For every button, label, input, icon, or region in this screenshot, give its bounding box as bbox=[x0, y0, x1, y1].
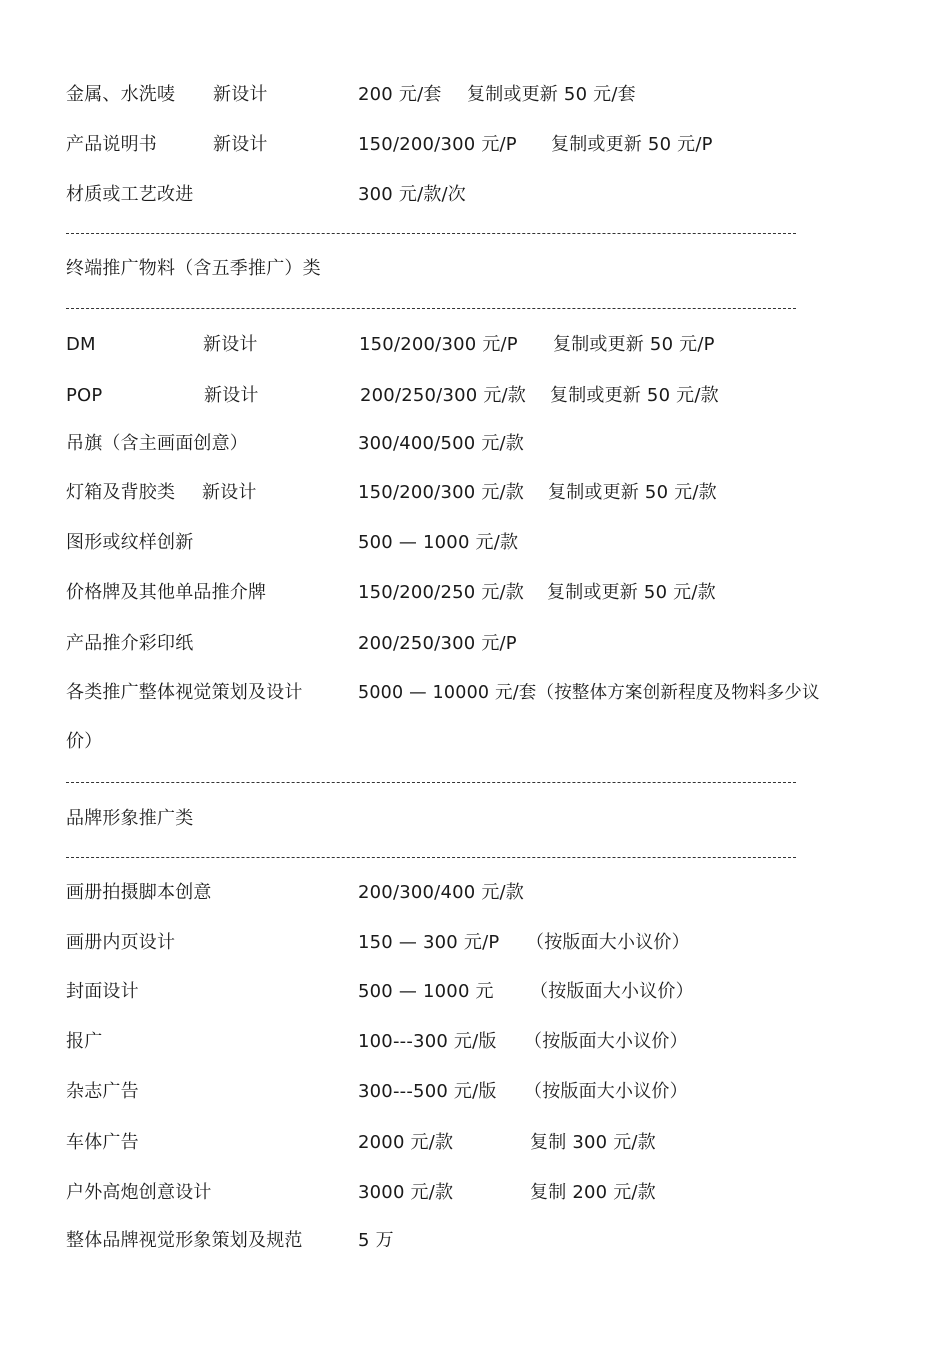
item-name: 产品说明书 bbox=[66, 134, 157, 155]
item-type: 新设计 bbox=[203, 334, 258, 355]
item-name: 画册内页设计 bbox=[66, 932, 176, 953]
item-name: 价格牌及其他单品推介牌 bbox=[66, 582, 267, 603]
item-price: 200/300/400 元/款 bbox=[358, 882, 524, 903]
item-extra: 复制或更新 50 元/款 bbox=[548, 482, 717, 503]
item-extra: 复制 200 元/款 bbox=[530, 1182, 656, 1203]
item-price: 2000 元/款 bbox=[358, 1132, 454, 1153]
item-name: DM bbox=[66, 334, 96, 355]
item-name: 图形或纹样创新 bbox=[66, 532, 194, 553]
item-price: 5000 — 10000 元/套（按整体方案创新程度及物料多少议 bbox=[358, 683, 820, 703]
item-price: 300---500 元/版 bbox=[358, 1081, 497, 1102]
item-price: 200/250/300 元/P bbox=[358, 633, 517, 654]
item-name: 灯箱及背胶类 bbox=[66, 482, 176, 503]
item-name: 材质或工艺改进 bbox=[66, 184, 194, 205]
item-price: 150/200/250 元/款 bbox=[358, 582, 524, 603]
divider bbox=[66, 782, 796, 783]
item-price: 200/250/300 元/款 bbox=[360, 385, 526, 406]
item-note: （按版面大小议价） bbox=[524, 1081, 688, 1102]
item-price: 150/200/300 元/款 bbox=[358, 482, 524, 503]
section-heading: 终端推广物料（含五季推广）类 bbox=[66, 258, 321, 279]
item-price: 500 — 1000 元/款 bbox=[358, 532, 519, 553]
item-name: 产品推介彩印纸 bbox=[66, 633, 194, 654]
item-price: 3000 元/款 bbox=[358, 1182, 454, 1203]
item-extra: 复制 300 元/款 bbox=[530, 1132, 656, 1153]
item-name: 杂志广告 bbox=[66, 1081, 139, 1102]
item-name: 车体广告 bbox=[66, 1132, 139, 1153]
item-type: 新设计 bbox=[213, 84, 268, 105]
item-price: 300 元/款/次 bbox=[358, 184, 467, 205]
item-extra: 复制或更新 50 元/P bbox=[551, 134, 713, 155]
item-name: 金属、水洗唛 bbox=[66, 84, 176, 105]
item-price: 5 万 bbox=[358, 1230, 394, 1251]
item-extra: 复制或更新 50 元/款 bbox=[550, 385, 719, 406]
divider bbox=[66, 857, 796, 858]
item-note: （按版面大小议价） bbox=[526, 932, 690, 953]
item-note: （按版面大小议价） bbox=[524, 1031, 688, 1052]
item-price: 300/400/500 元/款 bbox=[358, 433, 524, 454]
item-name: POP bbox=[66, 385, 103, 406]
item-extra: 复制或更新 50 元/套 bbox=[467, 84, 636, 105]
item-price: 100---300 元/版 bbox=[358, 1031, 497, 1052]
item-price: 150/200/300 元/P bbox=[359, 334, 518, 355]
item-type: 新设计 bbox=[213, 134, 268, 155]
divider bbox=[66, 308, 796, 309]
item-name: 户外高炮创意设计 bbox=[66, 1182, 212, 1203]
item-name: 画册拍摄脚本创意 bbox=[66, 882, 212, 903]
section-heading: 品牌形象推广类 bbox=[66, 808, 194, 829]
item-note: （按版面大小议价） bbox=[530, 981, 694, 1002]
item-price: 500 — 1000 元 bbox=[358, 981, 494, 1002]
item-type: 新设计 bbox=[202, 482, 257, 503]
item-name: 吊旗（含主画面创意） bbox=[66, 433, 248, 454]
item-name: 整体品牌视觉形象策划及规范 bbox=[66, 1230, 303, 1251]
item-name: 各类推广整体视觉策划及设计 bbox=[66, 682, 303, 703]
item-name: 报广 bbox=[66, 1031, 103, 1052]
item-name: 封面设计 bbox=[66, 981, 139, 1002]
item-extra: 复制或更新 50 元/款 bbox=[547, 582, 716, 603]
item-price: 150/200/300 元/P bbox=[358, 134, 517, 155]
item-type: 新设计 bbox=[204, 385, 259, 406]
item-extra: 复制或更新 50 元/P bbox=[553, 334, 715, 355]
divider bbox=[66, 233, 796, 234]
item-price-continued: 价） bbox=[66, 731, 103, 752]
item-price: 200 元/套 bbox=[358, 84, 442, 105]
item-price: 150 — 300 元/P bbox=[358, 932, 500, 953]
